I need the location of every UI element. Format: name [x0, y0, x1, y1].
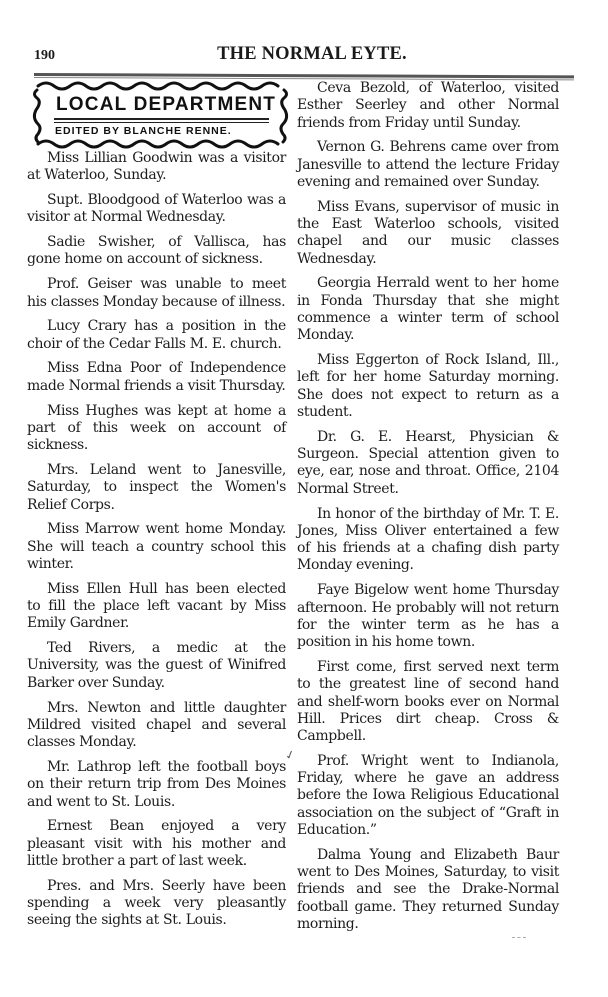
left-column: [27, 150, 286, 937]
news-item: Miss Edna Poor of Independence made Normal friends a visit Thursday.: [27, 360, 286, 394]
header-rule-divider: [34, 73, 574, 78]
news-item: In honor of the birthday of Mr. T. E. Jones, Miss Oliver entertained a few of his friends at a chafing dish party Monday evening.: [297, 505, 559, 574]
news-item: Mrs. Leland went to Janesville, Saturday, to inspect the Women's Relief Corps.: [27, 461, 286, 513]
news-item: Miss Hughes was kept at home a part of this week on account of sickness.: [27, 402, 286, 454]
news-item: Faye Bigelow went home Thursday afternoon. He probably will not return for the winter term as he has a position in his home town.: [297, 582, 559, 651]
news-item: Mr. Lathrop left the football boys on their return trip from Des Moines and went to St. Louis.: [27, 758, 286, 810]
end-mark-divider: [512, 937, 526, 939]
news-item: Miss Eggerton of Rock Island, Ill., left for her home Saturday morning. She does not expect to return as a student.: [297, 352, 559, 421]
department-editor: EDITED BY BLANCHE RENNE.: [55, 125, 232, 137]
news-item: Lucy Crary has a position in the choir of the Cedar Falls M. E. church.: [27, 318, 286, 352]
title-underline-divider: [54, 118, 269, 120]
news-item: First come, first served next term to the greatest line of second hand and shelf-worn books ever on Normal Hill. Prices dirt cheap. Cross & Campbell.: [297, 658, 559, 745]
news-item: Ernest Bean enjoyed a very pleasant visit with his mother and little brother a part of last week.: [27, 818, 286, 869]
news-item: Ted Rivers, a medic at the University, was the guest of Winifred Barker over Sunday.: [27, 640, 286, 691]
news-item: Miss Ellen Hull has been elected to fill the place left vacant by Miss Emily Gardner.: [27, 580, 286, 632]
news-item: Dr. G. E. Hearst, Physician & Surgeon. Special attention given to eye, ear, nose and throat. Office, 2104 Normal Street.: [297, 428, 559, 497]
news-item: Georgia Herrald went to her home in Fonda Thursday that she might commence a winter term of school Monday.: [297, 275, 559, 344]
local-department-heading: [32, 80, 292, 150]
news-item: Pres. and Mrs. Seerly have been spending a week very pleasantly seeing the sights at St. Louis.: [27, 877, 286, 929]
news-item: Mrs. Newton and little daughter Mildred visited chapel and several classes Monday.: [27, 699, 286, 751]
news-item: Ceva Bezold, of Waterloo, visited Esther Seerley and other Normal friends from Friday until Sunday.: [297, 80, 559, 131]
page-number: 190: [34, 48, 55, 63]
title-underline-divider: [54, 122, 269, 124]
news-item: Supt. Bloodgood of Waterloo was a visitor at Normal Wednesday.: [27, 192, 286, 226]
news-item: Dalma Young and Elizabeth Baur went to Des Moines, Saturday, to visit friends and see the Drake-Normal football game. They returned Sunday morning.: [297, 846, 559, 933]
news-item: Miss Evans, supervisor of music in the East Waterloo schools, visited chapel and our music classes Wednesday.: [297, 198, 559, 267]
news-item: Sadie Swisher, of Vallisca, has gone home on account of sickness.: [27, 234, 286, 268]
handwritten-check-mark-icon: ✓: [283, 746, 297, 764]
news-item: Miss Marrow went home Monday. She will teach a country school this winter.: [27, 521, 286, 572]
news-item: Miss Lillian Goodwin was a visitor at Waterloo, Sunday.: [27, 150, 286, 184]
news-item: Vernon G. Behrens came over from Janesville to attend the lecture Friday evening and remained over Sunday.: [297, 139, 559, 190]
news-item: Prof. Wright went to Indianola, Friday, where he gave an address before the Iowa Religious Educational association on the subject of “Graft in Education.”: [297, 752, 559, 839]
news-item: Prof. Geiser was unable to meet his classes Monday because of illness.: [27, 276, 286, 310]
right-column: [297, 80, 559, 941]
department-title: LOCAL DEPARTMENT: [56, 94, 277, 115]
running-title: THE NORMAL EYTE.: [217, 44, 407, 64]
